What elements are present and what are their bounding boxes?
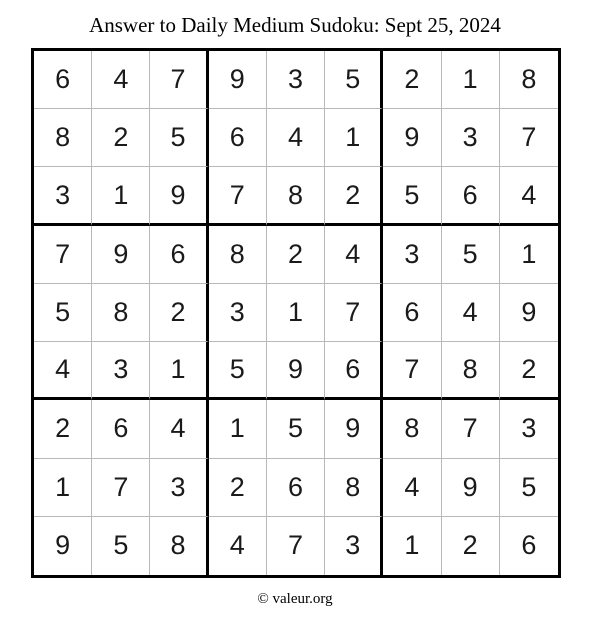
sudoku-cell-r2c7: 9: [383, 109, 441, 167]
sudoku-cell-r3c9: 4: [500, 167, 558, 225]
sudoku-cell-r2c5: 4: [267, 109, 325, 167]
sudoku-cell-r7c5: 5: [267, 400, 325, 458]
sudoku-cell-r7c6: 9: [325, 400, 383, 458]
sudoku-cell-r6c7: 7: [383, 342, 441, 400]
sudoku-cell-r3c6: 2: [325, 167, 383, 225]
sudoku-cell-r1c1: 6: [34, 51, 92, 109]
sudoku-cell-r1c8: 1: [442, 51, 500, 109]
sudoku-cell-r3c8: 6: [442, 167, 500, 225]
sudoku-cell-r8c7: 4: [383, 459, 441, 517]
sudoku-cell-r4c2: 9: [92, 226, 150, 284]
sudoku-cell-r6c9: 2: [500, 342, 558, 400]
sudoku-cell-r7c3: 4: [150, 400, 208, 458]
sudoku-cell-r6c2: 3: [92, 342, 150, 400]
sudoku-cell-r7c9: 3: [500, 400, 558, 458]
sudoku-cell-r2c9: 7: [500, 109, 558, 167]
sudoku-cell-r9c5: 7: [267, 517, 325, 575]
sudoku-cell-r2c6: 1: [325, 109, 383, 167]
sudoku-cell-r9c8: 2: [442, 517, 500, 575]
sudoku-cell-r7c8: 7: [442, 400, 500, 458]
sudoku-cell-r2c1: 8: [34, 109, 92, 167]
sudoku-cell-r4c7: 3: [383, 226, 441, 284]
sudoku-cell-r2c2: 2: [92, 109, 150, 167]
sudoku-cell-r1c2: 4: [92, 51, 150, 109]
page-title: Answer to Daily Medium Sudoku: Sept 25, 2024: [89, 13, 501, 37]
sudoku-cell-r4c8: 5: [442, 226, 500, 284]
sudoku-cell-r4c3: 6: [150, 226, 208, 284]
sudoku-cell-r8c3: 3: [150, 459, 208, 517]
sudoku-cell-r1c7: 2: [383, 51, 441, 109]
sudoku-cell-r8c1: 1: [34, 459, 92, 517]
sudoku-cell-r9c3: 8: [150, 517, 208, 575]
copyright-footer: © valeur.org: [257, 591, 333, 607]
sudoku-cell-r6c1: 4: [34, 342, 92, 400]
sudoku-cell-r6c5: 9: [267, 342, 325, 400]
sudoku-board: [31, 48, 561, 578]
sudoku-cell-r3c7: 5: [383, 167, 441, 225]
sudoku-cell-r6c6: 6: [325, 342, 383, 400]
sudoku-cell-r7c1: 2: [34, 400, 92, 458]
sudoku-cell-r5c4: 3: [209, 284, 267, 342]
sudoku-cell-r5c3: 2: [150, 284, 208, 342]
sudoku-cell-r5c2: 8: [92, 284, 150, 342]
sudoku-cell-r9c2: 5: [92, 517, 150, 575]
sudoku-cell-r8c4: 2: [209, 459, 267, 517]
sudoku-cell-r5c6: 7: [325, 284, 383, 342]
sudoku-cell-r3c2: 1: [92, 167, 150, 225]
sudoku-cell-r7c4: 1: [209, 400, 267, 458]
sudoku-cell-r5c7: 6: [383, 284, 441, 342]
sudoku-cell-r4c6: 4: [325, 226, 383, 284]
sudoku-cell-r1c9: 8: [500, 51, 558, 109]
sudoku-cell-r5c8: 4: [442, 284, 500, 342]
sudoku-cell-r6c4: 5: [209, 342, 267, 400]
sudoku-cell-r9c1: 9: [34, 517, 92, 575]
sudoku-cell-r2c3: 5: [150, 109, 208, 167]
sudoku-cell-r4c9: 1: [500, 226, 558, 284]
sudoku-cell-r8c6: 8: [325, 459, 383, 517]
sudoku-cell-r7c7: 8: [383, 400, 441, 458]
sudoku-cell-r3c5: 8: [267, 167, 325, 225]
sudoku-cell-r9c9: 6: [521, 530, 537, 561]
sudoku-cell-r2c8: 3: [442, 109, 500, 167]
sudoku-cell-r4c4: 8: [209, 226, 267, 284]
sudoku-cell-r1c5: 3: [267, 51, 325, 109]
sudoku-cell-r8c2: 7: [92, 459, 150, 517]
sudoku-cell-r8c8: 9: [442, 459, 500, 517]
sudoku-cell-r4c1: 7: [34, 226, 92, 284]
sudoku-cell-r9c6: 3: [325, 517, 383, 575]
sudoku-cell-r9c4: 4: [209, 517, 267, 575]
sudoku-cell-r5c1: 5: [34, 284, 92, 342]
sudoku-cell-r8c5: 6: [267, 459, 325, 517]
sudoku-cell-r2c4: 6: [209, 109, 267, 167]
sudoku-cell-r6c3: 1: [150, 342, 208, 400]
sudoku-cell-r5c5: 1: [267, 284, 325, 342]
sudoku-cell-r1c6: 5: [325, 51, 383, 109]
sudoku-cell-r6c8: 8: [442, 342, 500, 400]
sudoku-cell-r4c5: 2: [267, 226, 325, 284]
sudoku-cell-r9c7: 1: [383, 517, 441, 575]
sudoku-cell-r8c9: 5: [500, 459, 558, 517]
sudoku-cell-r3c3: 9: [150, 167, 208, 225]
sudoku-cell-r1c4: 9: [209, 51, 267, 109]
sudoku-cell-r3c1: 3: [34, 167, 92, 225]
sudoku-cell-r5c9: 9: [500, 284, 558, 342]
sudoku-cell-r7c2: 6: [92, 400, 150, 458]
sudoku-cell-r3c4: 7: [209, 167, 267, 225]
sudoku-cell-r1c3: 7: [150, 51, 208, 109]
